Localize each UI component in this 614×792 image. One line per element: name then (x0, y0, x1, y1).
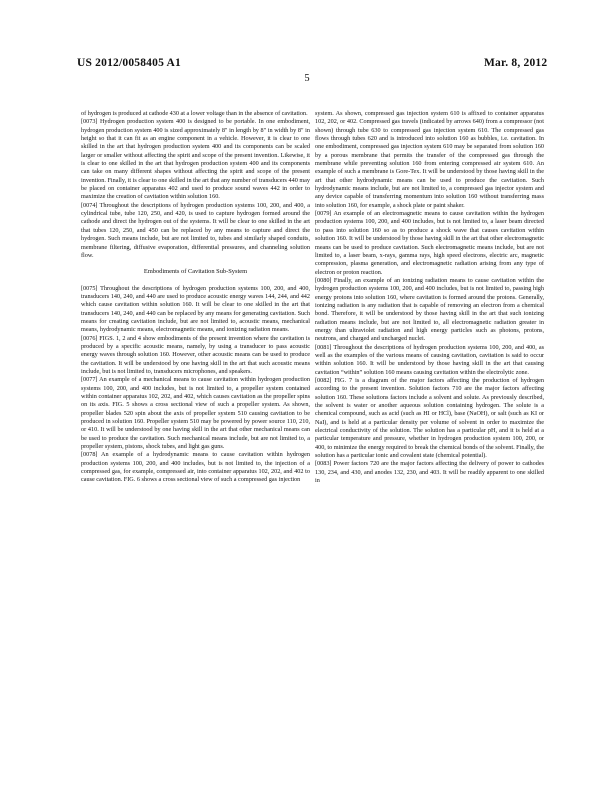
right-column (315, 110, 544, 485)
left-column (81, 110, 310, 485)
paragraph-0076: [0076] FIGS. 1, 2 and 4 show embodiments of the present invention where the cavitation is produced by a specific acoustic means, namely, by using a transducer to pass acoustic energy waves through solution 160. However, other acoustic means can be used to produce the cavitation. It will be understood by one having skill in the art that such acoustic means include, but is not limited to, transducers microphones, and speakers. (81, 334, 310, 375)
paragraph: of hydrogen is produced at cathode 430 at a lower voltage than in the absence of cavitation. (81, 110, 308, 117)
paragraph-0082: [0082] FIG. 7 is a diagram of the major factors affecting the production of hydrogen according to the present invention. Solution factors 710 are the major factors affecting solution 160. These solutions factors include a solvent and solute. As previously described, the solvent is water or another aqueous solution containing hydrogen. The solute is a chemical compound, such as acid (such as HI or HCl), base (NaOH), or salt (such as KI or NaI), and is held at a particular density per volume of solvent in order to maximize the electrical conductivity of the solution. The solution has a particular pH, and it is held at a particular temperature and pressure, whether in hydrogen production system 100, 200, or 400, to minimize the energy required to break the chemical bonds of the solvent. Finally, the solution has a particular ionic and covalent state (chemical potential). (315, 377, 544, 460)
paragraph-0073: [0073] Hydrogen production system 400 is designed to be portable. In one embodiment, hydrogen production system 400 is sized approximately 8" in length by 8" in width by 8" in height so that it can fit as an engine component in a vehicle. However, it is clear to one skilled in the art that hydrogen production system 400 and its components can be scaled larger or smaller without affecting the spirit and scope of the present invention. Likewise, it is clear to one skilled in the art that hydrogen production system 400 and its components can take on many different shapes without affecting the spirit and scope of the present invention. Finally, it is clear to one skilled in the art that any number of transducers 440 may be placed on container apparatus 402 and used to produce sound waves 442 in order to maximize the creation of cavitation within solution 160. (81, 118, 310, 201)
paragraph-0078: [0078] An example of a hydrodynamic means to cause cavitation within hydrogen production systems 100, 200, and 400 includes, but is not limited to, the injection of a compressed gas, for example, compressed air, into container apparatus 102, 202, and 402 to cause cavitation. FIG. 6 shows a cross sectional view of such a compressed gas injection (81, 451, 310, 484)
paragraph-0081: [0081] Throughout the descriptions of hydrogen production systems 100, 200, and 400, as well as the examples of the various means of causing cavitation, cavitation is said to occur within solution 160. It will be understood by those having skill in the art that causing cavitation “within” solution 160 means causing cavitation within the electrolytic zone. (315, 343, 544, 376)
publication-number: US 2012/0058405 A1 (77, 57, 181, 69)
paragraph-0080: [0080] Finally, an example of an ionizing radiation means to cause cavitation within the hydrogen production systems 100, 200, and 400 includes, but is not limited to, passing high energy protons into solution 160, where cavitation is formed around the protons. Generally, ionizing radiation is any radiation that is capable of removing an electron from a chemical bond. Therefore, it will be understood by those having skill in the art that such ionizing radiation means include, but are not limited to, all electromagnetic radiation greater in energy than ultraviolet radiation and high energy particles such as photons, protons, neutrons, and charged and uncharged nuclei. (315, 276, 544, 343)
paragraph-0074: [0074] Throughout the descriptions of hydrogen production systems 100, 200, and 400, a cylindrical tube, tube 120, 250, and 420, is used to capture hydrogen formed around the cathode and direct the hydrogen out of the systems. It will be clear to one skilled in the art that tubes 120, 250, and 450 can be replaced by any means to capture and direct the hydrogen. Such means include, but are not limited to, tubes and similarly shaped conduits, membrane filtering, diffusive evaporation, differential pressures, and channeling solution flow. (81, 201, 310, 259)
publication-date: Mar. 8, 2012 (484, 57, 548, 69)
paragraph-0083: [0083] Power factors 720 are the major factors affecting the delivery of power to cathodes 130, 234, and 430, and anodes 132, 230, and 403. It will be readily apparent to one skilled in (315, 460, 544, 485)
paragraph-0079: [0079] An example of an electromagnetic means to cause cavitation within the hydrogen production systems 100, 200, and 400 includes, but is not limited to, a laser beam directed to pass into solution 160 so as to produce a shock wave that causes cavitation within solution 160. It will be understood by those having skill in the art that other electromagnetic means can be used to produce cavitation. Such electromagnetic means include, but are not limited to, a laser beam, x-rays, gamma rays, high speed electrons, electric arc, magnetic compression, plasma generation, and electromagnetic radiation arising from any type of electron or proton reaction. (315, 210, 544, 276)
paragraph-0077: [0077] An example of a mechanical means to cause cavitation within hydrogen production systems 100, 200, and 400 includes, but is not limited to, a propeller system contained within container apparatus 102, 202, and 402, which causes cavitation as the propeller spins on its axis. FIG. 5 shows a cross sectional view of such a propeller system. As shown, propeller blades 520 spin about the axis of propeller system 510 causing cavitation to be produced in solution 160. Propeller system 510 may be powered by power source 110, 210, or 410. It will be understood by one having skill in the art that other mechanical means can be used to produce the cavitation. Such mechanical means include, but are not limited to, a propeller system, pistons, shock tubes, and light gas guns. (81, 376, 310, 451)
paragraph: system. As shown, compressed gas injection system 610 is affixed to container apparatus 102, 202, or 402. Compressed gas travels (indicated by arrows 640) from a compressor (not shown) through tube 630 to compressed gas injection system 610. The compressed gas flows through tubes 620 and is introduced into solution 160 as bubbles, i.e. cavitation. In one embodiment, compressed gas injection system 610 may be separated from solution 160 by a porous membrane that permits the transfer of the compressed gas through the membrane while preventing solution 160 from entering compressed air system 610. An example of such a membrane is Gore-Tex. It will be understood by those having skill in the art that other hydrodynamic means can be used to produce the cavitation. Such hydrodynamic means include, but are not limited to, a compressed gas injector system and any device capable of transferring momentum into solution 160 without transferring mass into solution 160, for example, a shock plate or paint shaker. (315, 110, 544, 209)
page-number: 5 (304, 73, 310, 84)
section-heading: Embodiments of Cavitation Sub-System (143, 268, 248, 276)
paragraph-0075: [0075] Throughout the descriptions of hydrogen production systems 100, 200, and 400, transducers 140, 240, and 440 are used to produce acoustic energy waves 144, 244, and 442 which cause cavitation within solution 160. It will be clear to one skilled in the art that transducers 140, 240, and 440 can be replaced by any means for generating cavitation. Such means for creating cavitation include, but are not limited to, acoustic means, mechanical means, hydrodynamic means, electromagnetic means, and ionizing radiation means. (81, 284, 310, 334)
